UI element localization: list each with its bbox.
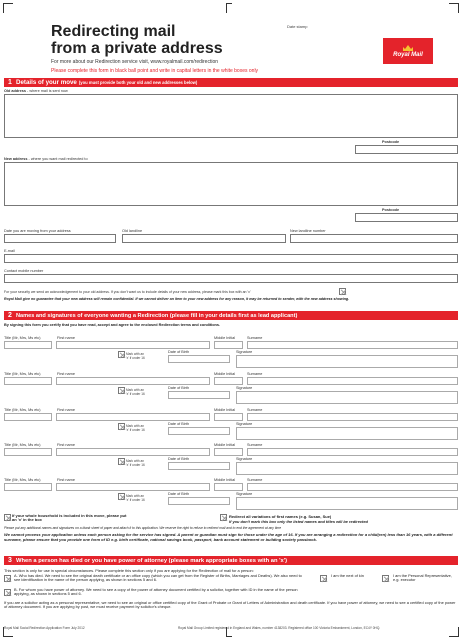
title-field[interactable] [4, 448, 52, 456]
middle-initial-label: Middle Initial [214, 372, 236, 376]
surname-label: Surname [247, 372, 263, 376]
under-16-line-2: 'x' if under 16 [126, 392, 145, 397]
first-name-field[interactable] [56, 377, 210, 385]
first-name-field[interactable] [56, 413, 210, 421]
dob-field[interactable] [168, 462, 230, 470]
surname-field[interactable] [247, 448, 458, 456]
old-address-title: Old address [4, 89, 26, 93]
section-2-header [4, 311, 458, 320]
title-field[interactable] [4, 341, 52, 349]
new-address-title: New address [4, 157, 28, 161]
email-label: E-mail [4, 249, 15, 253]
first-name-label: First name [57, 478, 75, 482]
signature-label: Signature [236, 386, 253, 390]
old-postcode-label: Postcode [382, 140, 400, 144]
under-16-label [126, 494, 145, 502]
signature-field[interactable] [236, 497, 458, 510]
under-16-label [126, 352, 145, 360]
dob-label: Date of Birth [168, 422, 190, 426]
died-x-box[interactable] [4, 575, 11, 582]
crop-mark-top-mid [226, 3, 232, 13]
contact-mobile-field[interactable] [4, 274, 458, 283]
under-16-label [126, 459, 145, 467]
old-postcode-field[interactable] [355, 145, 458, 154]
household-text: If your whole household is included in this move, please put an 'x' in the box [12, 513, 127, 523]
under-16-line-1: Mark with an [126, 352, 145, 356]
title-label: Title (Mr, Mrs, Ms etc) [4, 478, 41, 482]
date-stamp-label: Date stamp [287, 24, 308, 29]
attorney-x-box[interactable] [4, 589, 11, 596]
under-16-line-2: 'x' if under 16 [126, 498, 145, 503]
section-3-intro: This section is only for use in special circumstances. Please complete this section only if you are applying for the Redirection of mail for a person: [4, 568, 254, 573]
page-title [51, 23, 223, 57]
signature-field[interactable] [236, 427, 458, 440]
title-label: Title (Mr, Mrs, Ms etc) [4, 336, 41, 340]
personal-rep-x-box[interactable] [382, 575, 389, 582]
new-postcode-field[interactable] [355, 213, 458, 222]
under-16-line-1: Mark with an [126, 494, 145, 498]
middle-initial-label: Middle Initial [214, 336, 236, 340]
new-postcode-label: Postcode [382, 208, 400, 212]
signing-text: By signing this form you certify that you have read, accept and agree to the enclosed Redirection terms and conditions. [4, 323, 221, 327]
personal-rep-text: I am the Personal Representative, e.g. executor [393, 573, 452, 583]
title-field[interactable] [4, 483, 52, 491]
section-3-number: 3 [8, 557, 12, 564]
under-16-x-box[interactable] [118, 351, 125, 358]
surname-label: Surname [247, 478, 263, 482]
middle-initial-label: Middle Initial [214, 408, 236, 412]
surname-label: Surname [247, 336, 263, 340]
first-name-label: First name [57, 336, 75, 340]
under-16-x-box[interactable] [118, 458, 125, 465]
instruction-text: Please complete this form in black ball point and write in capital letters in the white boxes only [51, 68, 259, 74]
surname-field[interactable] [247, 377, 458, 385]
title-label: Title (Mr, Mrs, Ms etc) [4, 408, 41, 412]
surname-field[interactable] [247, 413, 458, 421]
under-16-x-box[interactable] [118, 493, 125, 500]
new-landline-field[interactable] [290, 234, 458, 243]
solicitor-text: If you are a solicitor acting as a personal representative, we need to see an original or office certified copy of the Grant of Probate or Grant of Letters of Administration and death certificate. If you have power of attorney, we need to see a certified copy of the power of attorney document. If you are applying by post, we must receive payment by solicitor's cheque. [4, 600, 456, 610]
date-moving-label: Date you are moving from your address [4, 229, 71, 233]
footer-right: Royal Mail Group Limited registered in England and Wales, number 4138203. Registered office 100 Victoria Embankment, London, EC4Y 0HQ. [178, 626, 381, 630]
middle-initial-field[interactable] [214, 483, 243, 491]
old-landline-field[interactable] [122, 234, 286, 243]
guarantee-text: Royal Mail give no guarantee that your new address will remain confidential. If we cannot deliver an item to your new address for any reason, it may be returned to sender, with the new address showing. [4, 297, 350, 301]
household-x-box[interactable] [4, 514, 11, 521]
surname-label: Surname [247, 443, 263, 447]
security-x-box[interactable] [339, 288, 346, 295]
section-1-number: 1 [8, 79, 12, 86]
signature-field[interactable] [236, 462, 458, 475]
date-moving-field[interactable] [4, 234, 116, 243]
middle-initial-label: Middle Initial [214, 478, 236, 482]
kin-text: I am the next of kin [331, 573, 364, 578]
section-1-header [4, 78, 458, 87]
footer-left: Royal Mail Social Redirection Application Form July 2012 [4, 626, 85, 630]
new-address-hint: - where you want mail redirected to [28, 157, 88, 161]
section-1-title: Details of your move [16, 79, 77, 86]
surname-field[interactable] [247, 483, 458, 491]
dob-field[interactable] [168, 427, 230, 435]
under-16-line-1: Mark with an [126, 388, 145, 392]
signature-label: Signature [236, 422, 253, 426]
signature-label: Signature [236, 350, 253, 354]
under-16-line-1: Mark with an [126, 459, 145, 463]
middle-initial-field[interactable] [214, 341, 243, 349]
dob-label: Date of Birth [168, 350, 190, 354]
old-address-field[interactable] [4, 94, 458, 138]
under-16-line-2: 'x' if under 16 [126, 356, 145, 361]
first-name-label: First name [57, 443, 75, 447]
kin-x-box[interactable] [320, 575, 327, 582]
section-2-number: 2 [8, 312, 12, 319]
signature-field[interactable] [236, 391, 458, 404]
first-name-field[interactable] [56, 483, 210, 491]
old-address-label [4, 89, 68, 93]
surname-label: Surname [247, 408, 263, 412]
crop-mark-top-left [3, 3, 13, 13]
title-label: Title (Mr, Mrs, Ms etc) [4, 443, 41, 447]
under-16-x-box[interactable] [118, 423, 125, 430]
under-16-line-2: 'x' if under 16 [126, 428, 145, 433]
royal-mail-logo [383, 38, 433, 64]
section-3-header [4, 556, 458, 565]
under-16-line-1: Mark with an [126, 424, 145, 428]
signature-field[interactable] [236, 355, 458, 368]
surname-field[interactable] [247, 341, 458, 349]
logo-text: Royal Mail [393, 52, 423, 58]
under-16-label [126, 424, 145, 432]
signature-label: Signature [236, 492, 253, 496]
title-field[interactable] [4, 413, 52, 421]
first-name-label: First name [57, 372, 75, 376]
old-landline-label: Old landline [122, 229, 143, 233]
died-text: A. Who has died. We need to see the original death certificate or an office copy (which you can get from the Register of Births, Marriages and Deaths). We also need to see identification in the name of the person applying, as shown in sections 5 and 6. [14, 573, 302, 583]
title-line-2: from a private address [51, 40, 223, 57]
dob-field[interactable] [168, 355, 230, 363]
more-about-text: For more about our Redirection service visit, www.royalmail.com/redirection [51, 59, 219, 65]
dob-label: Date of Birth [168, 492, 190, 496]
under-16-line-2: 'x' if under 16 [126, 463, 145, 468]
dob-label: Date of Birth [168, 457, 190, 461]
crown-icon [402, 44, 414, 52]
security-text: For your security we send an acknowledgement to your old address. If you don't want us to include details of your new address, please mark this box with an 'x' [4, 290, 251, 294]
section-1-subtitle: (you must provide both your old and new addresses below) [78, 80, 198, 85]
attorney-text: B. For whom you have power of attorney. We need to see a copy of the power of attorney document certified by a solicitor, together with ID in the name of the person applying, as shown in sections 5 and 6. [14, 587, 298, 597]
title-field[interactable] [4, 377, 52, 385]
email-field[interactable] [4, 254, 458, 263]
under-16-label [126, 388, 145, 396]
new-address-field[interactable] [4, 162, 458, 206]
under-16-x-box[interactable] [118, 387, 125, 394]
dob-field[interactable] [168, 497, 230, 505]
contact-mobile-label: Contact mobile number [4, 269, 44, 273]
signature-label: Signature [236, 457, 253, 461]
crop-mark-bottom-right [449, 627, 459, 637]
middle-initial-field[interactable] [214, 448, 243, 456]
middle-initial-field[interactable] [214, 377, 243, 385]
crop-mark-top-right [449, 3, 459, 13]
first-name-field[interactable] [56, 341, 210, 349]
warning-text: We cannot process your application unless each person asking for the service has signed. A parent or guardian must sign for those under the age of 16. If you are arranging a redirection for a child(ren) less than 16 years, with a different surname, please ensure that you provide one form of ID e.g. birth certificate, national savings book, passport, bank account statement or building society passbook. [4, 532, 453, 543]
new-address-label [4, 157, 88, 161]
section-3-title: When a person has died or you have power of attorney (please mark appropriate boxes with an 'x') [16, 557, 288, 564]
new-landline-label: New landline number [290, 229, 326, 233]
title-label: Title (Mr, Mrs, Ms etc) [4, 372, 41, 376]
first-name-label: First name [57, 408, 75, 412]
dob-field[interactable] [168, 391, 230, 399]
section-2-title: Names and signatures of everyone wanting a Redirection (please fill in your details first as lead applicant) [16, 312, 298, 319]
middle-initial-label: Middle Initial [214, 443, 236, 447]
redirect-all-text: Redirect all variations of first names (e.g. Susan, Sue) [229, 514, 332, 519]
title-line-1: Redirecting mail [51, 23, 176, 40]
first-name-field[interactable] [56, 448, 210, 456]
dob-label: Date of Birth [168, 386, 190, 390]
old-address-hint: - where mail is sent now [27, 89, 68, 93]
continuation-text: Please put any additional names and signatures on a blank sheet of paper and attach it to this application. We reserve the right to refuse to redirect mail and to end the agreement at any time [4, 526, 282, 530]
middle-initial-field[interactable] [214, 413, 243, 421]
redirect-all-sub: If you don't mark this box only the listed names and titles will be redirected [229, 519, 368, 524]
redirect-all-x-box[interactable] [220, 514, 227, 521]
